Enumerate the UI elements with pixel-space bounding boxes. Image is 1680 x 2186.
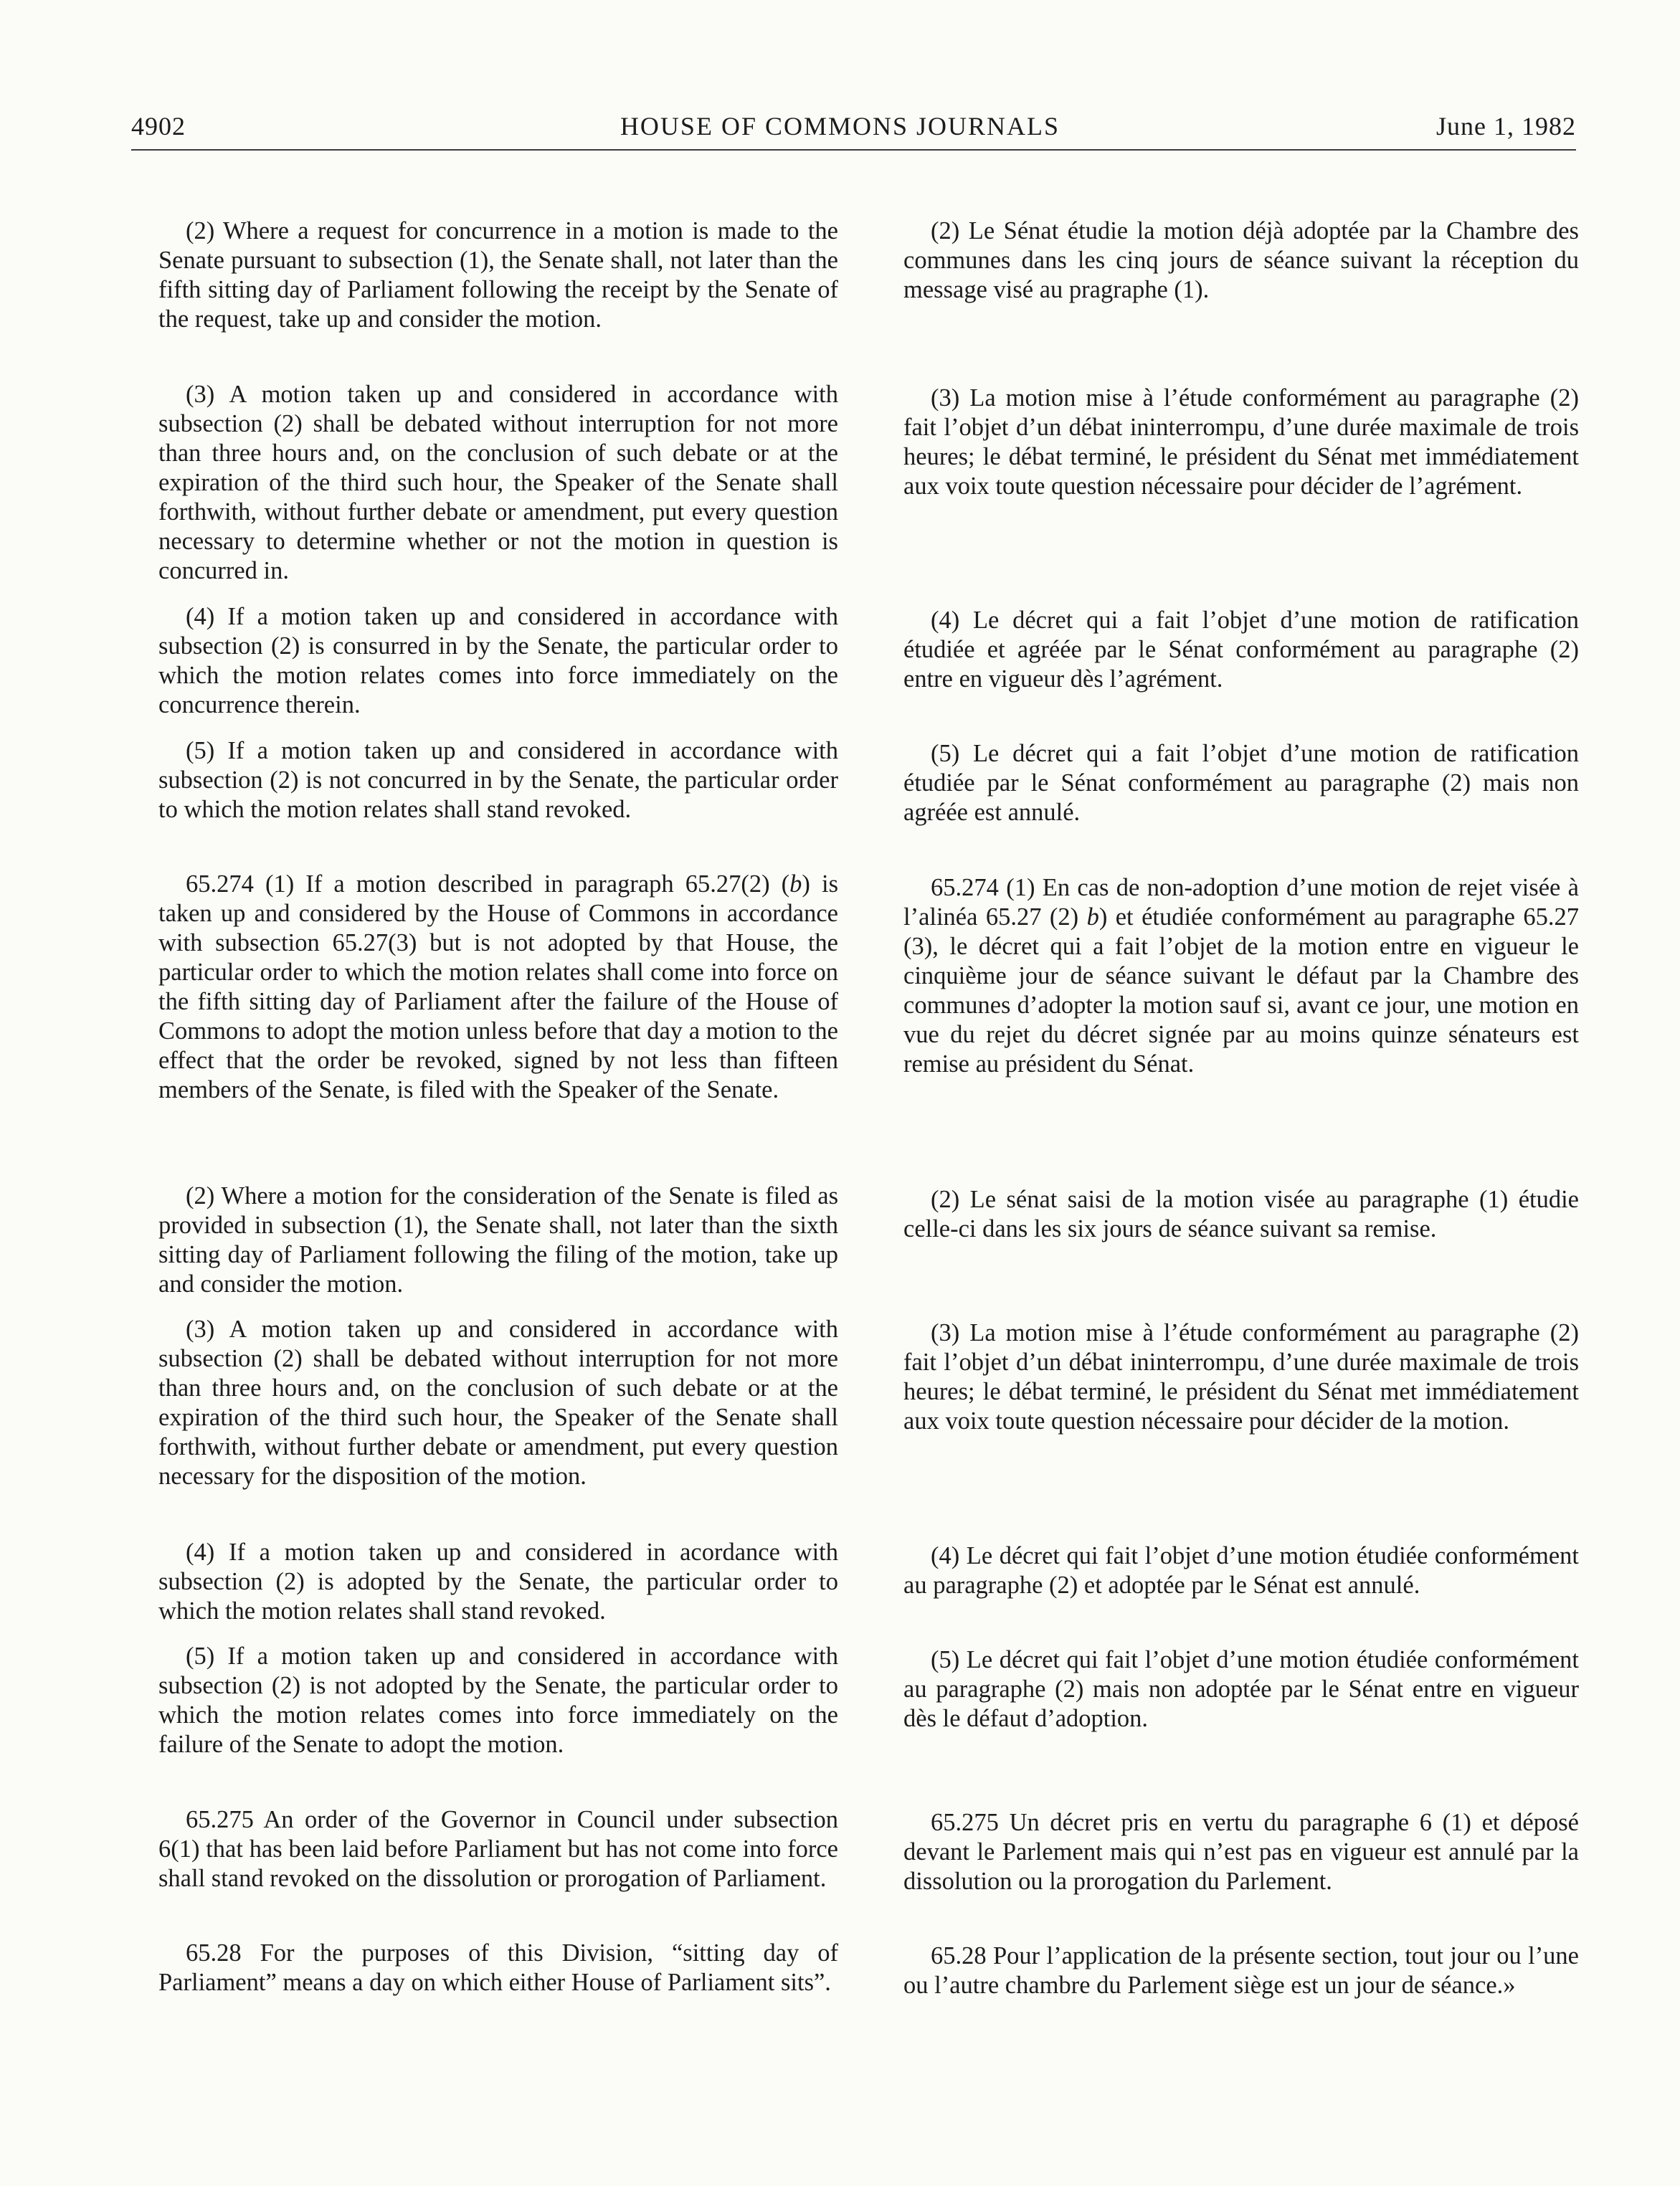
en-para-65-274-5: (5) If a motion taken up and considered in accordance with subsection (2) is not adopted by the Senate, the particular order to which the motion relates comes into force immediately on the failure of the Senate to adopt the motion. — [158, 1643, 838, 1758]
fr-para-65-274-3: (3) La motion mise à l’étude conformément au paragraphe (2) fait l’objet d’un débat ininterrompu, d’une durée maximale de trois heures; le débat terminé, le président du Sénat met immédiatement aux voix toute question nécessaire pour décider de la motion. — [903, 1319, 1579, 1435]
en-para-65-274 — [158, 870, 838, 1105]
page-number: 4902 — [131, 112, 186, 141]
fr-para-subsection-5: (5) Le décret qui a fait l’objet d’une motion de ratification étudiée par le Sénat conformément au paragraphe (2) mais non agréée est annulé. — [903, 740, 1579, 826]
fr-para-65-274-italic: b — [1086, 903, 1099, 931]
en-para-65-275: 65.275 An order of the Governor in Council under subsection 6(1) that has been laid before Parliament but has not come into force shall stand revoked on the dissolution or prorogation of Parliament. — [158, 1806, 838, 1892]
fr-para-65-274-4: (4) Le décret qui fait l’objet d’une motion étudiée conformément au paragraphe (2) et adoptée par le Sénat est annulé. — [903, 1542, 1579, 1599]
en-para-65-274-2: (2) Where a motion for the consideration of the Senate is filed as provided in subsection (1), the Senate shall, not later than the sixth sitting day of Parliament following the filing of the motion, take up and consider the motion. — [158, 1182, 838, 1298]
en-para-subsection-3: (3) A motion taken up and considered in accordance with subsection (2) shall be debated without interruption for not more than three hours and, on the conclusion of such debate or at the expiration of the third such hour, the Speaker of the Senate shall forthwith, without further debate or amendment, put every question necessary to determine whether or not the motion in question is concurred in. — [158, 381, 838, 584]
fr-para-65-274-5: (5) Le décret qui fait l’objet d’une motion étudiée conformément au paragraphe (2) mais non adoptée par le Sénat entre en vigueur dès le défaut d’adoption. — [903, 1646, 1579, 1732]
en-para-65-28: 65.28 For the purposes of this Division, “sitting day of Parliament” means a day on which either House of Parliament sits”. — [158, 1939, 838, 1996]
fr-para-65-274-post: ) et étudiée conformément au paragraphe 65.27 (3), le décret qui a fait l’objet de la motion entre en vigueur le cinquième jour de séance suivant le défaut par la Chambre des communes d’adopter la motion sauf si, avant ce jour, une motion en vue du rejet du décret signée par au moins quinze sénateurs est remise au président du Sénat. — [903, 903, 1579, 1078]
fr-para-65-274 — [903, 873, 1579, 1079]
fr-para-65-274-pre: 65.274 (1) En cas de non-adoption d’une motion de rejet visée à l’alinéa 65.27 (2) — [903, 874, 1579, 931]
fr-para-subsection-3: (3) La motion mise à l’étude conformément au paragraphe (2) fait l’objet d’un débat ininterrompu, d’une durée maximale de trois heures; le débat terminé, le président du Sénat met immédiatement aux voix toute question nécessaire pour décider de l’agrément. — [903, 384, 1579, 500]
fr-para-65-275: 65.275 Un décret pris en vertu du paragraphe 6 (1) et déposé devant le Parlement mais qui n’est pas en vigueur est annulé par la dissolution ou la prorogation du Parlement. — [903, 1809, 1579, 1895]
journal-title: HOUSE OF COMMONS JOURNALS — [620, 112, 1060, 141]
en-para-subsection-5: (5) If a motion taken up and considered in accordance with subsection (2) is not concurred in by the Senate, the particular order to which the motion relates shall stand revoked. — [158, 737, 838, 823]
en-para-65-274-pre: 65.274 (1) If a motion described in paragraph 65.27(2) ( — [186, 870, 790, 898]
fr-para-subsection-4: (4) Le décret qui a fait l’objet d’une motion de ratification étudiée et agréée par le Sénat conformément au paragraphe (2) entre en vigueur dès l’agrément. — [903, 607, 1579, 693]
fr-para-65-28: 65.28 Pour l’application de la présente section, tout jour ou l’une ou l’autre chambre du Parlement siège est un jour de séance.» — [903, 1942, 1579, 1999]
fr-para-subsection-2: (2) Le Sénat étudie la motion déjà adoptée par la Chambre des communes dans les cinq jours de séance suivant la réception du message visé au pragraphe (1). — [903, 217, 1579, 303]
en-para-subsection-4: (4) If a motion taken up and considered in accordance with subsection (2) is consurred in by the Senate, the particular order to which the motion relates comes into force immediately on the concurrence therein. — [158, 603, 838, 718]
journal-date: June 1, 1982 — [1436, 112, 1576, 141]
en-para-65-274-3: (3) A motion taken up and considered in accordance with subsection (2) shall be debated without interruption for not more than three hours and, on the conclusion of such debate or at the expiration of the third such hour, the Speaker of the Senate shall forthwith, without further debate or amendment, put every question necessary for the disposition of the motion. — [158, 1316, 838, 1490]
en-para-65-274-4: (4) If a motion taken up and considered in acordance with subsection (2) is adopted by the Senate, the particular order to which the motion relates shall stand revoked. — [158, 1539, 838, 1625]
fr-para-65-274-2: (2) Le sénat saisi de la motion visée au paragraphe (1) étudie celle-ci dans les six jours de séance suivant sa remise. — [903, 1186, 1579, 1242]
header-rule — [131, 149, 1576, 151]
en-para-65-274-italic: b — [789, 870, 802, 898]
en-para-65-274-post: ) is taken up and considered by the House of Commons in accordance with subsection 65.27(3) but is not adopted by that House, the particular order to which the motion relates shall come into force on the fifth sitting day of Parliament after the failure of the House of Commons to adopt the motion unless before that day a motion to the effect that the order be revoked, signed by not less than fifteen members of the Senate, is filed with the Speaker of the Senate. — [158, 870, 839, 1103]
en-para-subsection-2: (2) Where a request for concurrence in a motion is made to the Senate pursuant to subsection (1), the Senate shall, not later than the fifth sitting day of Parliament following the receipt by the Senate of the request, take up and consider the motion. — [158, 217, 838, 333]
